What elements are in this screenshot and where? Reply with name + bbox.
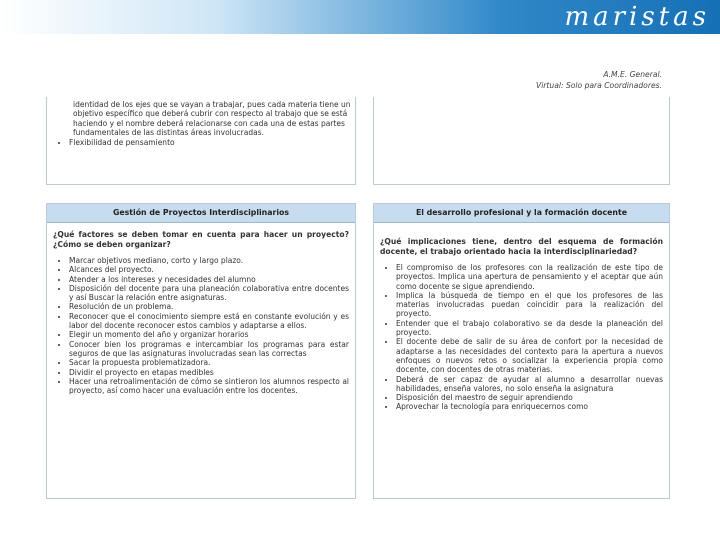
list-item: • Elegir un momento del año y organizar horarios xyxy=(69,330,349,339)
list-item: • Disposición del maestro de seguir aprendiendo xyxy=(396,393,663,402)
list-item: • Implica la búsqueda de tiempo en el que los profesores de las materias involucradas puedan coincidir para la realización del proyecto. xyxy=(396,291,663,319)
list-item: • Aprovechar la tecnología para enriquecernos como xyxy=(396,402,663,411)
header-bar xyxy=(0,0,720,34)
right-panel-title: El desarrollo profesional y la formación docente xyxy=(374,204,669,223)
meta-line-1: A.M.E. General. xyxy=(603,70,662,79)
list-item: • Reconocer que el conocimiento siempre está en constante evolución y es labor del docente reconocer estos cambios y adaptarse a ellos. xyxy=(69,312,349,331)
list-item: • Sacar la propuesta problematizadora. xyxy=(69,358,349,367)
left-panel-title: Gestión de Proyectos Interdisciplinarios xyxy=(47,204,355,223)
meta-line-2: Virtual: Solo para Coordinadores. xyxy=(536,81,662,90)
list-item: • Hacer una retroalimentación de cómo se sintieron los alumnos respecto al proyecto, así como hacer una evaluación entre los docentes. xyxy=(69,377,349,396)
right-panel-list xyxy=(374,263,663,412)
maristas-logo: maristas xyxy=(564,2,710,32)
top-left-box xyxy=(46,97,356,185)
list-item: • Atender a los intereses y necesidades del alumno xyxy=(69,275,349,284)
list-item: • Entender que el trabajo colaborativo se da desde la planeación del proyecto. xyxy=(396,319,663,338)
list-item: • Disposición del docente para una planeación colaborativa entre docentes y así Buscar la relación entre asignaturas. xyxy=(69,284,349,303)
right-panel xyxy=(373,203,670,499)
list-item: • Resolución de un problema. xyxy=(69,302,349,311)
list-item: • Deberá de ser capaz de ayudar al alumno a desarrollar nuevas habilidades, enseña valores, no solo enseña la asignatura xyxy=(396,375,663,394)
document-meta xyxy=(536,69,662,91)
left-panel xyxy=(46,203,356,499)
list-item: • Dividir el proyecto en etapas medibles xyxy=(69,368,349,377)
list-item: • Alcances del proyecto. xyxy=(69,265,349,274)
top-right-box xyxy=(373,97,670,185)
list-item: • El docente debe de salir de su área de confort por la necesidad de adaptarse a las necesidades del contexto para la apertura a nuevos enfoques o nuevos retos o socializar la experiencia propia como docente, con docentes de otras materias. xyxy=(396,337,663,374)
left-panel-list xyxy=(47,256,349,395)
list-item: • Marcar objetivos mediano, corto y largo plazo. xyxy=(69,256,349,265)
list-item: • El compromiso de los profesores con la realización de este tipo de proyectos. Implica una apertura de pensamiento y el aceptar que aún como docente se sigue aprendiendo. xyxy=(396,263,663,291)
list-item: • Conocer bien los programas e intercambiar los programas para estar seguros de que las asignaturas involucradas sean las correctas xyxy=(69,340,349,359)
right-panel-question: ¿Qué implicaciones tiene, dentro del esquema de formación docente, el trabajo orientado hacia la interdisciplinariedad? xyxy=(380,237,663,256)
top-bullet: • Flexibilidad de pensamiento xyxy=(69,138,355,147)
continuation-text: identidad de los ejes que se vayan a trabajar, pues cada materia tiene un objetivo específico que deberá cubrir con respecto al trabajo que se está haciendo y el nombre deberá relacionarse con cada una de estas partes fundamentales de las distintas áreas involucradas. xyxy=(73,100,351,137)
left-panel-question: ¿Qué factores se deben tomar en cuenta para hacer un proyecto? ¿Cómo se deben organizar? xyxy=(53,230,349,249)
